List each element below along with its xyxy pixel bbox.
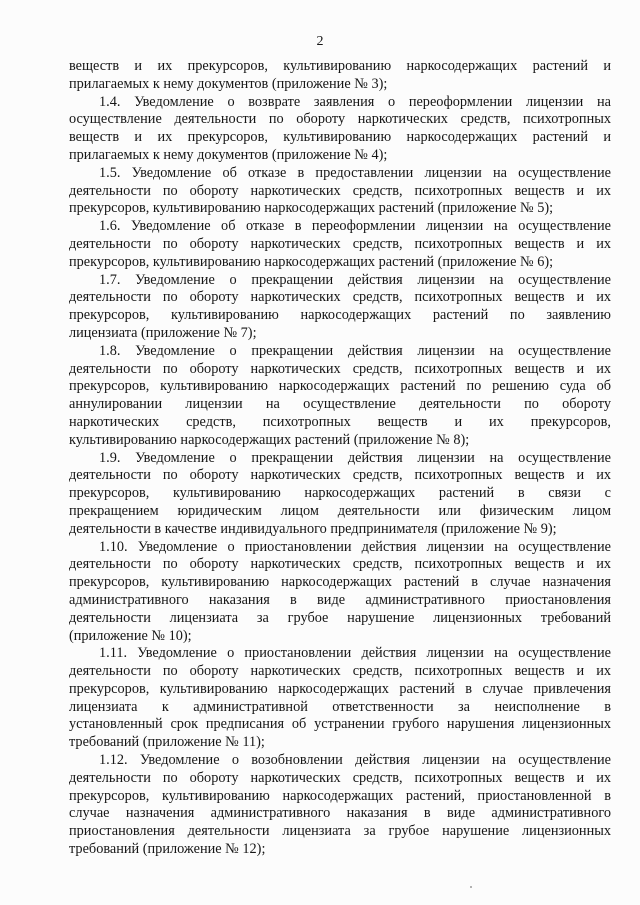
text-line: осуществление деятельности по обороту наркотических средств, психотропных: [69, 111, 611, 128]
text-line: прекурсоров, культивированию наркосодержащих растений (приложение № 5);: [69, 200, 554, 217]
paragraph-1-12: [69, 752, 611, 859]
text-line: 1.12. Уведомление о возобновлении действия лицензии на осуществление: [99, 752, 611, 769]
scan-speck: [470, 886, 472, 888]
text-line: прилагаемых к нему документов (приложение № 4);: [69, 146, 388, 163]
text-line: прекурсоров, культивированию наркосодержащих растений в связи с: [69, 485, 611, 502]
paragraph-continuation: [69, 58, 611, 94]
text-line: деятельности лицензиата за грубое нарушение лицензионных требований: [69, 609, 611, 626]
text-line: установленный срок предписания об устранении грубого нарушения лицензионных: [69, 716, 611, 733]
text-line: 1.4. Уведомление о возврате заявления о переоформлении лицензии на: [99, 93, 611, 110]
text-line: деятельности по обороту наркотических средств, психотропных веществ и их: [69, 289, 611, 306]
text-line: лицензиата к административной ответственности за неисполнение в: [69, 698, 611, 715]
text-line: 1.6. Уведомление об отказе в переоформлении лицензии на осуществление: [99, 218, 611, 235]
paragraph-1-4: [69, 94, 611, 165]
text-line: требований (приложение № 12);: [69, 841, 266, 858]
text-line: деятельности по обороту наркотических средств, психотропных веществ и их: [69, 235, 611, 252]
text-line: прекурсоров, культивированию наркосодержащих растений в случае привлечения: [69, 680, 611, 697]
text-line: деятельности по обороту наркотических средств, психотропных веществ и их: [69, 769, 611, 786]
text-line: деятельности по обороту наркотических средств, психотропных веществ и их: [69, 360, 611, 377]
paragraph-1-9: [69, 450, 611, 539]
text-line: прилагаемых к нему документов (приложение № 3);: [69, 75, 388, 92]
text-line: веществ и их прекурсоров, культивированию наркосодержащих растений и: [69, 58, 611, 74]
text-line: наркотических средств, психотропных веществ и их прекурсоров,: [69, 413, 611, 430]
paragraph-1-10: [69, 539, 611, 646]
text-line: 1.8. Уведомление о прекращении действия лицензии на осуществление: [99, 342, 611, 359]
text-line: случае назначения административного наказания в виде административного: [69, 805, 611, 822]
text-line: (приложение № 10);: [69, 627, 192, 644]
text-line: 1.10. Уведомление о приостановлении действия лицензии на осуществление: [99, 538, 611, 555]
paragraph-1-8: [69, 343, 611, 450]
paragraph-1-11: [69, 645, 611, 752]
text-line: 1.9. Уведомление о прекращении действия лицензии на осуществление: [99, 449, 611, 466]
text-line: деятельности в качестве индивидуального предпринимателя (приложение № 9);: [69, 520, 557, 537]
text-line: приостановления деятельности лицензиата за грубое нарушение лицензионных: [69, 823, 611, 840]
document-body: [69, 58, 611, 859]
paragraph-1-7: [69, 272, 611, 343]
text-line: прекурсоров, культивированию наркосодержащих растений (приложение № 6);: [69, 253, 554, 270]
text-line: веществ и их прекурсоров, культивированию наркосодержащих растений и: [69, 129, 611, 146]
text-line: 1.7. Уведомление о прекращении действия лицензии на осуществление: [99, 271, 611, 288]
text-line: 1.5. Уведомление об отказе в предоставлении лицензии на осуществление: [99, 164, 611, 181]
text-line: деятельности по обороту наркотических средств, психотропных веществ и их: [69, 467, 611, 484]
text-line: культивированию наркосодержащих растений (приложение № 8);: [69, 431, 470, 448]
text-line: прекурсоров, культивированию наркосодержащих растений по заявлению: [69, 307, 611, 324]
paragraph-1-6: [69, 218, 611, 271]
text-line: деятельности по обороту наркотических средств, психотропных веществ и их: [69, 182, 611, 199]
text-line: деятельности по обороту наркотических средств, психотропных веществ и их: [69, 663, 611, 680]
text-line: лицензиата (приложение № 7);: [69, 324, 257, 341]
text-line: требований (приложение № 11);: [69, 734, 265, 751]
text-line: административного наказания в виде административного приостановления: [69, 591, 611, 608]
text-line: аннулировании лицензии на осуществление деятельности по обороту: [69, 396, 611, 413]
text-line: 1.11. Уведомление о приостановлении действия лицензии на осуществление: [99, 645, 611, 662]
text-line: прекурсоров, культивированию наркосодержащих растений, приостановленной в: [69, 787, 611, 804]
text-line: прекурсоров, культивированию наркосодержащих растений в случае назначения: [69, 574, 611, 591]
text-line: прекращением юридическим лицом деятельности или физическим лицом: [69, 502, 611, 519]
text-line: деятельности по обороту наркотических средств, психотропных веществ и их: [69, 556, 611, 573]
page-number: 2: [316, 34, 324, 49]
paragraph-1-5: [69, 165, 611, 218]
text-line: прекурсоров, культивированию наркосодержащих растений по решению суда об: [69, 378, 611, 395]
